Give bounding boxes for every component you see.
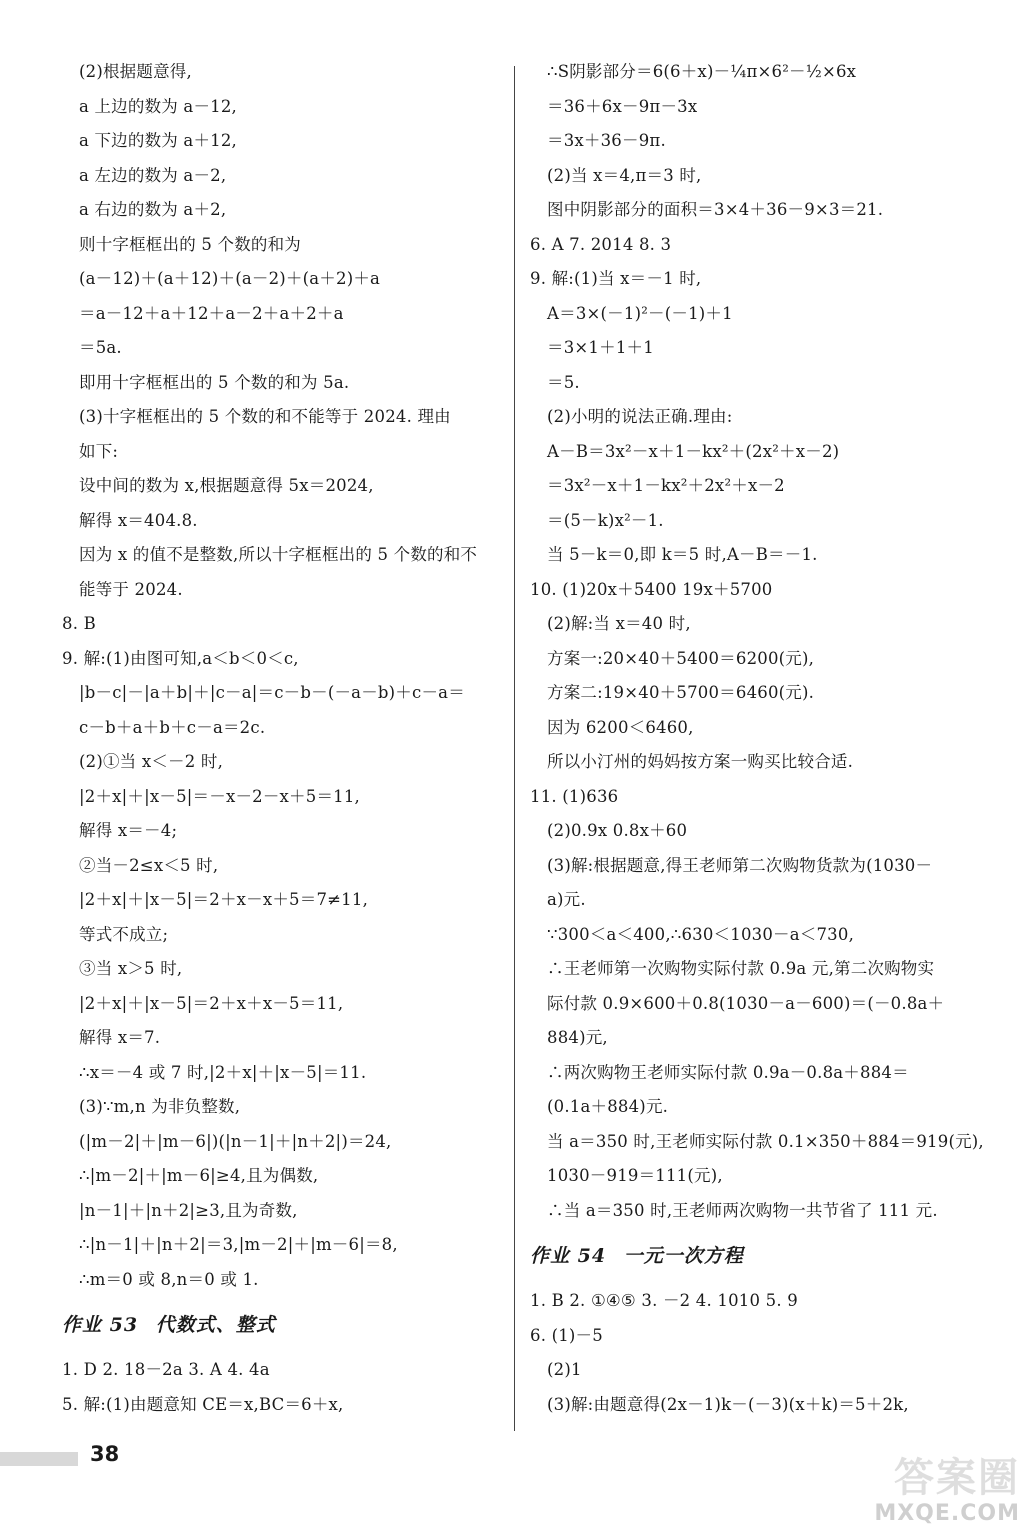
text-line: (2)当 x＝4,π＝3 时, bbox=[547, 165, 702, 185]
text-line: ③当 x＞5 时, bbox=[79, 959, 183, 978]
section-54-title: 一元一次方程 bbox=[623, 1245, 744, 1267]
section-53-number: 作业 53 bbox=[62, 1314, 139, 1336]
column-divider bbox=[514, 66, 515, 1431]
text-line: ∴S阴影部分＝6(6＋x)－¼π×6²－½×6x bbox=[547, 62, 857, 81]
text-line: 设中间的数为 x,根据题意得 5x＝2024, bbox=[79, 476, 374, 495]
text-line: ∴x＝－4 或 7 时,|2＋x|＋|x－5|＝11. bbox=[79, 1062, 367, 1082]
text-line: (0.1a＋884)元. bbox=[547, 1097, 669, 1116]
text-line: 11. (1)636 bbox=[530, 786, 619, 806]
text-line: 当 5－k＝0,即 k＝5 时,A－B＝－1. bbox=[547, 545, 818, 564]
text-line: ∴两次购物王老师实际付款 0.9a－0.8a＋884＝ bbox=[547, 1062, 909, 1082]
text-line: 因为 6200＜6460, bbox=[547, 717, 694, 737]
text-line: ＝5. bbox=[547, 372, 580, 392]
text-line: 5. 解:(1)由题意知 CE＝x,BC＝6＋x, bbox=[62, 1394, 344, 1414]
text-line: 884)元, bbox=[547, 1028, 608, 1047]
text-line: (2)0.9x 0.8x＋60 bbox=[547, 821, 688, 840]
text-line: (2)解:当 x＝40 时, bbox=[547, 614, 691, 633]
text-line: ＝3×1＋1＋1 bbox=[547, 338, 654, 357]
text-line: 图中阴影部分的面积＝3×4＋36－9×3＝21. bbox=[547, 200, 884, 219]
text-line: ＝(5－k)x²－1. bbox=[547, 510, 664, 530]
text-line: ②当－2≤x＜5 时, bbox=[79, 855, 219, 875]
text-line: 际付款 0.9×600＋0.8(1030－a－600)＝(－0.8a＋ bbox=[547, 993, 945, 1013]
text-line: 则十字框框出的 5 个数的和为 bbox=[79, 234, 301, 254]
text-line: |b－c|－|a＋b|＋|c－a|＝c－b－(－a－b)＋c－a＝ bbox=[79, 683, 465, 702]
text-line: 方案一:20×40＋5400＝6200(元), bbox=[547, 648, 815, 668]
text-line: 即用十字框框出的 5 个数的和为 5a. bbox=[79, 372, 350, 392]
text-line: (3)解:由题意得(2x－1)k－(－3)(x＋k)＝5＋2k, bbox=[547, 1394, 909, 1414]
text-line: ＝36＋6x－9π－3x bbox=[547, 96, 698, 116]
watermark-logo bbox=[870, 1446, 1020, 1526]
text-line: ∴|m－2|＋|m－6|≥4,且为偶数, bbox=[79, 1166, 319, 1185]
text-line: 1. B 2. ①④⑤ 3. －2 4. 1010 5. 9 bbox=[530, 1291, 798, 1310]
text-line: 1. D 2. 18－2a 3. A 4. 4a bbox=[62, 1360, 270, 1379]
text-line: ＝3x²－x＋1－kx²＋2x²＋x－2 bbox=[547, 476, 785, 495]
text-line: 所以小汀州的妈妈按方案一购买比较合适. bbox=[547, 752, 854, 771]
text-line: (3)∵m,n 为非负整数, bbox=[79, 1097, 241, 1116]
text-line: (2)1 bbox=[547, 1360, 582, 1379]
section-54-number: 作业 54 bbox=[530, 1245, 607, 1267]
text-line: 9. 解:(1)由图可知,a＜b＜0＜c, bbox=[62, 648, 299, 668]
watermark-url: MXQE.COM bbox=[874, 1501, 1020, 1526]
text-line: ∵300＜a＜400,∴630＜1030－a＜730, bbox=[547, 924, 855, 944]
section-53-title: 代数式、整式 bbox=[155, 1314, 276, 1336]
text-line: ＝5a. bbox=[79, 338, 122, 357]
text-line: |2＋x|＋|x－5|＝2＋x＋x－5＝11, bbox=[79, 993, 344, 1013]
text-line: a 右边的数为 a＋2, bbox=[79, 200, 227, 219]
text-line: 能等于 2024. bbox=[79, 579, 183, 599]
text-line: a 左边的数为 a－2, bbox=[79, 165, 227, 185]
text-line: ＝a－12＋a＋12＋a－2＋a＋2＋a bbox=[79, 303, 344, 323]
text-line: (a－12)＋(a＋12)＋(a－2)＋(a＋2)＋a bbox=[79, 269, 381, 288]
text-line: |2＋x|＋|x－5|＝－x－2－x＋5＝11, bbox=[79, 786, 360, 806]
text-line: a)元. bbox=[547, 890, 586, 909]
text-line: ∴当 a＝350 时,王老师两次购物一共节省了 111 元. bbox=[547, 1200, 938, 1220]
text-line: 当 a＝350 时,王老师实际付款 0.1×350＋884＝919(元), bbox=[547, 1131, 984, 1151]
text-line: 等式不成立; bbox=[79, 924, 169, 944]
text-line: |n－1|＋|n＋2|≥3,且为奇数, bbox=[79, 1200, 298, 1220]
text-line: 如下: bbox=[79, 441, 119, 461]
text-line: 1030－919＝111(元), bbox=[547, 1166, 723, 1185]
text-line: A－B＝3x²－x＋1－kx²＋(2x²＋x－2) bbox=[547, 441, 840, 461]
section-53-answers bbox=[62, 1353, 502, 1422]
text-line: c－b＋a＋b＋c－a＝2c. bbox=[79, 717, 266, 737]
text-line: A＝3×(－1)²－(－1)＋1 bbox=[547, 303, 733, 323]
text-line: 8. B bbox=[62, 614, 96, 633]
text-line: (2)小明的说法正确.理由: bbox=[547, 407, 733, 426]
text-line: ＝3x＋36－9π. bbox=[547, 131, 666, 150]
text-line: 6. (1)－5 bbox=[530, 1325, 603, 1345]
text-line: 6. A 7. 2014 8. 3 bbox=[530, 234, 672, 254]
text-line: a 上边的数为 a－12, bbox=[79, 96, 238, 116]
text-line: 解得 x＝404.8. bbox=[79, 510, 198, 530]
right-column bbox=[530, 55, 984, 1422]
text-line: 因为 x 的值不是整数,所以十字框框出的 5 个数的和不 bbox=[79, 545, 478, 564]
text-line: 10. (1)20x＋5400 19x＋5700 bbox=[530, 579, 773, 599]
text-line: 解得 x＝－4; bbox=[79, 821, 178, 840]
text-line: a 下边的数为 a＋12, bbox=[79, 131, 238, 150]
text-line: 解得 x＝7. bbox=[79, 1028, 161, 1047]
text-line: (3)解:根据题意,得王老师第二次购物货款为(1030－ bbox=[547, 855, 933, 875]
text-line: ∴m＝0 或 8,n＝0 或 1. bbox=[79, 1269, 259, 1289]
left-column bbox=[62, 55, 502, 1422]
right-column-lines bbox=[530, 55, 984, 1228]
section-54-answers bbox=[530, 1284, 970, 1422]
left-column-lines bbox=[62, 55, 502, 1297]
page-number: 38 bbox=[90, 1442, 120, 1466]
text-line: (3)十字框框出的 5 个数的和不能等于 2024. 理由 bbox=[79, 407, 451, 426]
section-54-heading bbox=[530, 1228, 970, 1284]
text-line: ∴|n－1|＋|n＋2|＝3,|m－2|＋|m－6|＝8, bbox=[79, 1235, 398, 1254]
text-line: ∴王老师第一次购物实际付款 0.9a 元,第二次购物实 bbox=[547, 959, 935, 978]
footer-bar bbox=[0, 1452, 78, 1466]
text-line: 方案二:19×40＋5700＝6460(元). bbox=[547, 683, 815, 702]
text-line: (2)根据题意得, bbox=[79, 62, 192, 81]
section-53-heading bbox=[62, 1297, 502, 1353]
text-line: (2)①当 x＜－2 时, bbox=[79, 752, 224, 771]
text-line: 9. 解:(1)当 x＝－1 时, bbox=[530, 269, 702, 288]
watermark-glyphs: 答案圈 bbox=[894, 1455, 1020, 1501]
text-line: (|m－2|＋|m－6|)(|n－1|＋|n＋2|)＝24, bbox=[79, 1131, 392, 1151]
text-line: |2＋x|＋|x－5|＝2＋x－x＋5＝7≠11, bbox=[79, 890, 369, 909]
